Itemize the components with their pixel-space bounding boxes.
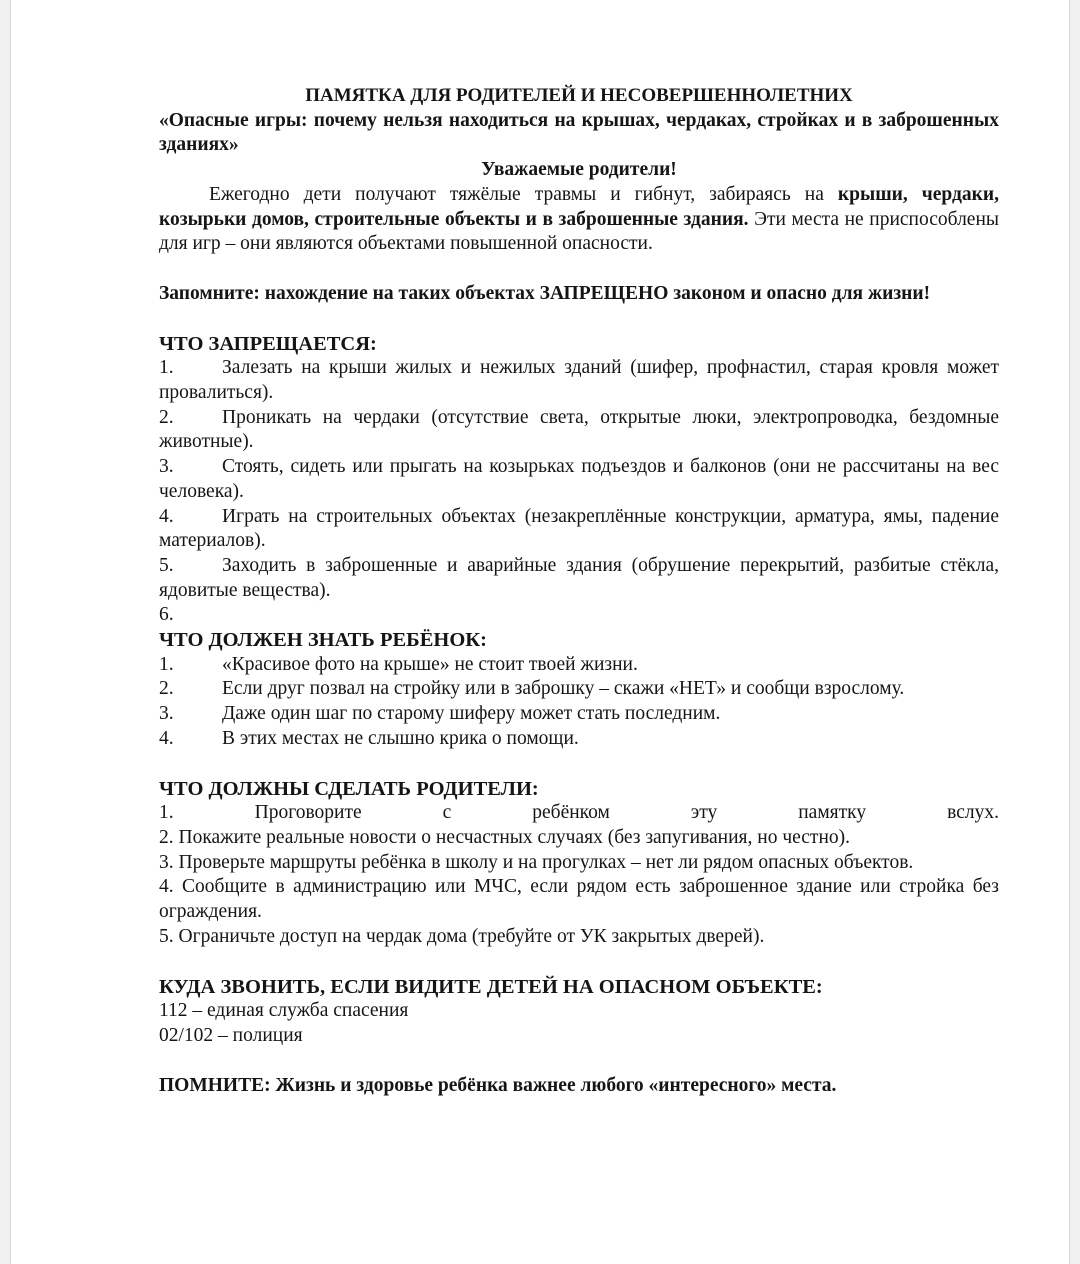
forbidden-list — [159, 356, 999, 628]
document-content — [159, 84, 999, 1098]
child-list — [159, 653, 999, 752]
call-line: 112 – единая служба спасения — [159, 1000, 409, 1022]
intro-text-1: Ежегодно дети получают тяжёлые травмы и гибнут, забираясь на — [209, 183, 838, 205]
list-item — [159, 603, 999, 628]
list-item — [159, 702, 999, 727]
list-item — [159, 505, 999, 554]
document-title: ПАМЯТКА ДЛЯ РОДИТЕЛЕЙ И НЕСОВЕРШЕННОЛЕТНИХ — [305, 85, 853, 106]
item-text: Проникать на чердаки (отсутствие света, открытые люки, электропроводка, бездомные животные). — [159, 406, 999, 453]
spacer — [159, 752, 999, 777]
spacer — [159, 307, 999, 332]
item-number: 1. — [159, 357, 174, 379]
warning-paragraph: Запомните: нахождение на таких объектах ЗАПРЕЩЕНО законом и опасно для жизни! — [159, 282, 931, 304]
word: ребёнком — [532, 802, 610, 824]
word: вслух. — [947, 802, 999, 824]
item-text: Заходить в заброшенные и аварийные здания (обрушение перекрытий, разбитые стёкла, ядовитые вещества). — [159, 554, 999, 601]
parents-item-1 — [159, 801, 999, 826]
word: с — [442, 802, 452, 824]
list-item — [159, 554, 999, 603]
remember-label: ПОМНИТЕ: — [159, 1074, 271, 1096]
word: эту — [690, 802, 718, 824]
list-item — [159, 356, 999, 405]
item-number: 4. — [159, 505, 174, 527]
intro-text-2: Эти места не приспособлены для игр – они являются объектами повышенной опасности. — [159, 208, 999, 255]
parents-item: 2. Покажите реальные новости о несчастных случаях (без запугивания, но честно). — [159, 826, 851, 848]
spacer — [159, 1049, 999, 1074]
item-text: В этих местах не слышно крика о помощи. — [222, 727, 579, 749]
item-number: 2. — [159, 406, 174, 428]
list-item — [159, 455, 999, 504]
list-item — [159, 727, 999, 752]
item-number: 6. — [159, 604, 174, 626]
item-text: Стоять, сидеть или прыгать на козырьках подъездов и балконов (они не рассчитаны на вес человека). — [159, 456, 999, 502]
forbidden-heading: ЧТО ЗАПРЕЩАЕТСЯ: — [159, 332, 377, 355]
calls-heading: КУДА ЗВОНИТЬ, ЕСЛИ ВИДИТЕ ДЕТЕЙ НА ОПАСНОМ ОБЪЕКТЕ: — [159, 975, 823, 998]
intro-text-bold: крыши, чердаки, козырьки домов, строительные объекты и в заброшенные здания. — [159, 183, 999, 230]
parents-heading: ЧТО ДОЛЖНЫ СДЕЛАТЬ РОДИТЕЛИ: — [159, 777, 539, 800]
item-text: Залезать на крыши жилых и нежилых зданий (шифер, профнастил, старая кровля может провалиться). — [159, 357, 999, 404]
document-subtitle: «Опасные игры: почему нельзя находиться на крышах, чердаках, стройках и в заброшенных зданиях» — [159, 109, 999, 156]
item-number: 2. — [159, 678, 174, 700]
item-text: Если друг позвал на стройку или в заброшку – скажи «НЕТ» и сообщи взрослому. — [222, 678, 905, 700]
parents-item: 4. Сообщите в администрацию или МЧС, если рядом есть заброшенное здание или стройка без ограждения. — [159, 876, 999, 923]
item-number: 1. — [159, 653, 174, 675]
intro-paragraph — [159, 183, 999, 257]
item-text: «Красивое фото на крыше» не стоит твоей жизни. — [222, 653, 638, 675]
word: Проговорите — [254, 802, 362, 824]
parents-item: 5. Ограничьте доступ на чердак дома (требуйте от УК закрытых дверей). — [159, 925, 765, 947]
word: памятку — [798, 802, 867, 824]
document-page — [10, 0, 1070, 1264]
call-line: 02/102 – полиция — [159, 1024, 303, 1046]
child-heading: ЧТО ДОЛЖЕН ЗНАТЬ РЕБЁНОК: — [159, 629, 487, 652]
item-text: Даже один шаг по старому шиферу может стать последним. — [222, 703, 721, 725]
item-number: 3. — [159, 703, 174, 725]
item-number: 4. — [159, 727, 174, 749]
remember-text: Жизнь и здоровье ребёнка важнее любого «интересного» места. — [270, 1074, 837, 1096]
spacer — [159, 257, 999, 282]
parents-item: 3. Проверьте маршруты ребёнка в школу и на прогулках – нет ли рядом опасных объектов. — [159, 851, 914, 873]
list-item — [159, 406, 999, 455]
remember-paragraph — [159, 1074, 999, 1099]
list-item — [159, 653, 999, 678]
item-number: 3. — [159, 456, 174, 478]
spacer — [159, 950, 999, 975]
item-number: 5. — [159, 554, 174, 576]
item-text: Играть на строительных объектах (незакреплённые конструкции, арматура, ямы, падение материалов). — [159, 505, 999, 552]
list-item — [159, 677, 999, 702]
greeting: Уважаемые родители! — [481, 159, 677, 181]
word: 1. — [159, 802, 174, 824]
